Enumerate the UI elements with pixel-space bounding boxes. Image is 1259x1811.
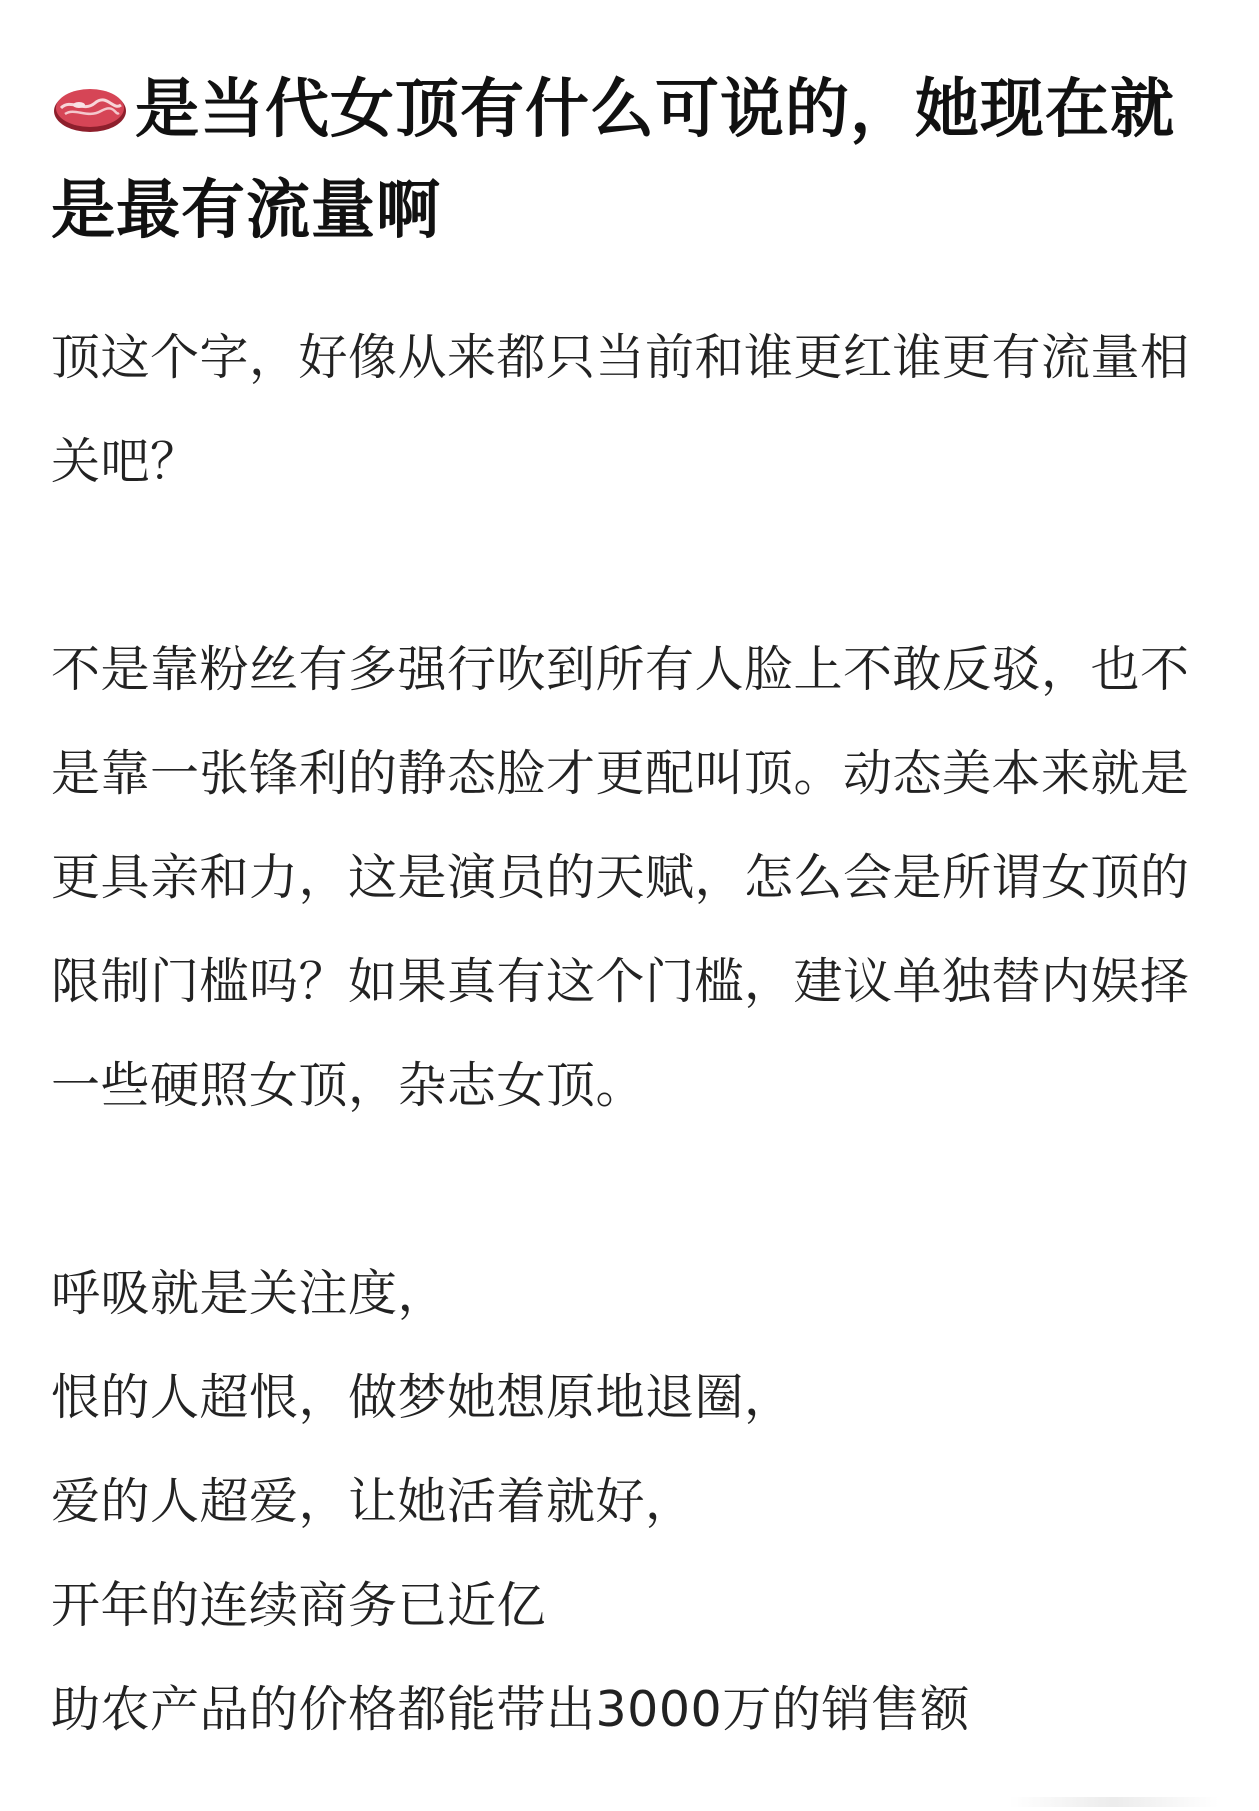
watermark	[1009, 1797, 1219, 1807]
post-title-text: 是当代女顶有什么可说的，她现在就是最有流量啊	[51, 73, 1175, 248]
paragraph: 顶这个字，好像从来都只当前和谁更红谁更有流量相关吧？	[51, 329, 1190, 490]
text-line: 助农产品的价格都能带出3000万的销售额	[51, 1681, 970, 1738]
text-line: 呼吸就是关注度，	[51, 1265, 448, 1322]
post-title	[51, 60, 1221, 262]
text-line: 开年的连续商务已近亿	[51, 1577, 547, 1634]
line-list	[51, 1242, 1221, 1762]
steak-icon	[51, 64, 129, 116]
post-body	[51, 306, 1221, 1762]
paragraph: 不是靠粉丝有多强行吹到所有人脸上不敢反驳，也不是靠一张锋利的静态脸才更配叫顶。动态美本来就是更具亲和力，这是演员的天赋，怎么会是所谓女顶的限制门槛吗？如果真有这个门槛，建议单独替内娱择一些硬照女顶，杂志女顶。	[51, 641, 1190, 1114]
post-content	[51, 60, 1221, 1762]
text-line: 恨的人超恨，做梦她想原地退圈，	[51, 1369, 794, 1426]
text-line: 爱的人超爱，让她活着就好，	[51, 1473, 695, 1530]
